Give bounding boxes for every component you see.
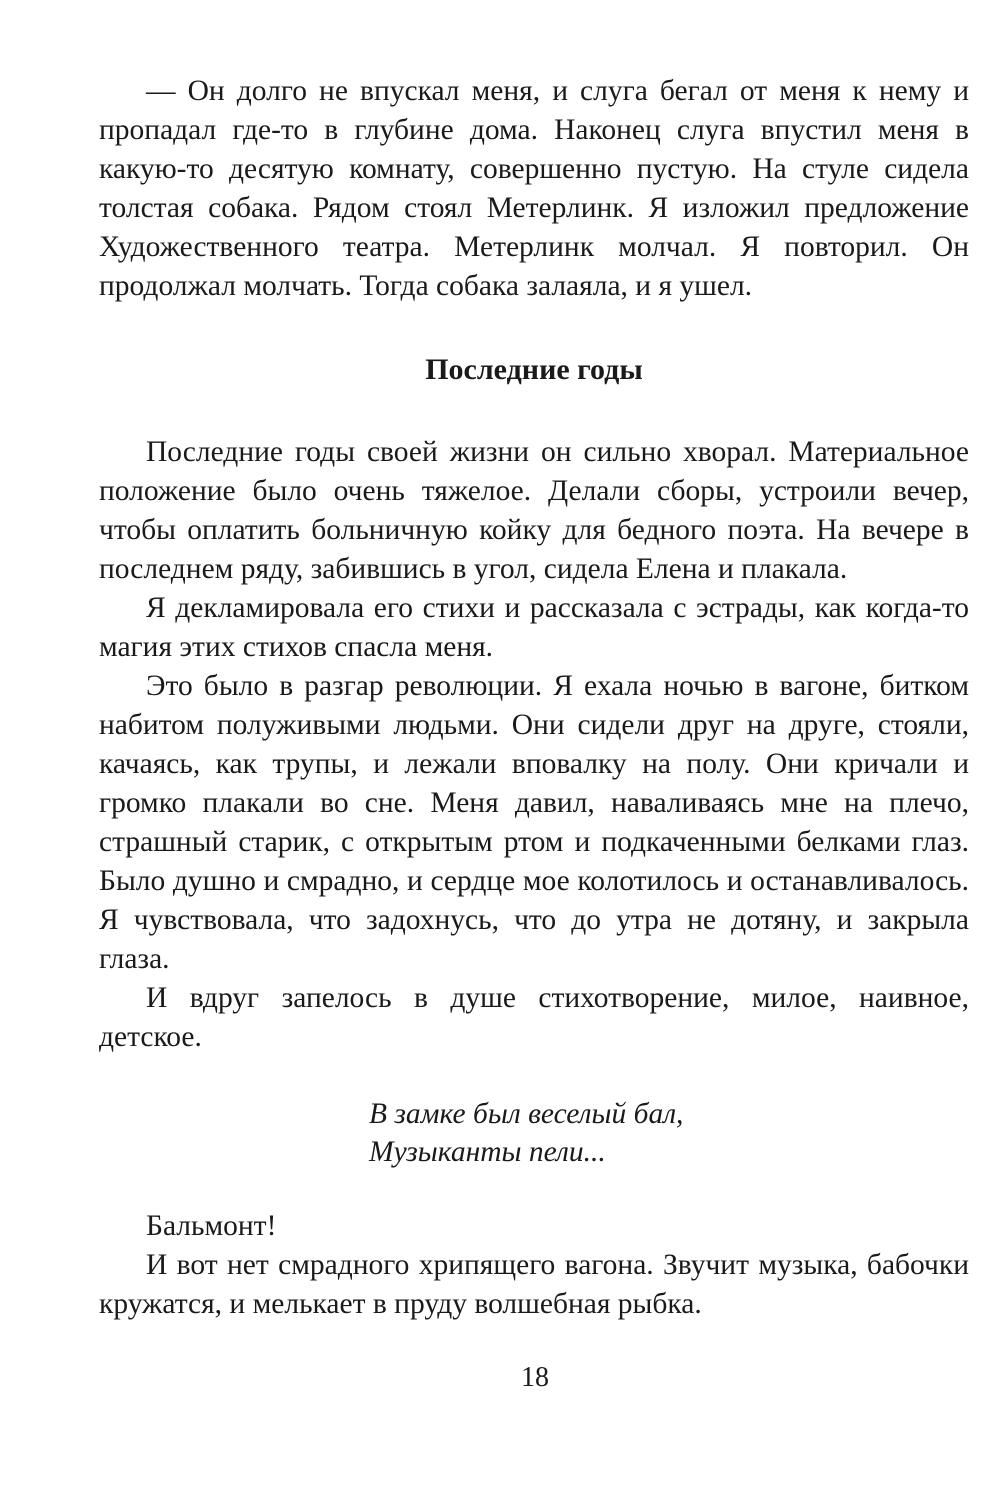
paragraph: Я декламировала его стихи и рассказала с эстрады, как когда-то магия этих стихов спасла меня.	[99, 592, 969, 663]
section-heading: Последние годы	[425, 353, 643, 386]
paragraph: И вот нет смрадного хрипящего вагона. Звучит музыка, бабочки кружатся, и мелькает в пруду волшебная рыбка.	[99, 1249, 969, 1320]
verse-quote	[369, 1095, 969, 1171]
paragraph: Это было в разгар революции. Я ехала ночью в вагоне, битком набитом полуживыми людьми. Они сидели друг на друге, стояли, качаясь, как трупы, и лежали вповалку на полу. Они кричали и громко плакали во сне. Меня давил, наваливаясь мне на плечо, страшный старик, с открытым ртом и подкаченными белками глаз. Было душно и смрадно, и сердце мое колотилось и останавливалось. Я чувствовала, что задохнусь, что до утра не дотяну, и закрыла глаза.	[99, 670, 969, 975]
paragraph: — Он долго не впускал меня, и слуга бегал от меня к нему и пропадал где-то в глубине дома. Наконец слуга впустил меня в какую-то десятую комнату, совершенно пустую. На стуле сидела толстая собака. Рядом стоял Метерлинк. Я изложил предложение Художественного театра. Метерлинк молчал. Я повторил. Он продолжал молчать. Тогда собака залаяла, и я ушел.	[99, 75, 969, 302]
paragraph: Последние годы своей жизни он сильно хворал. Материальное положение было очень тяжелое. Делали сборы, устроили вечер, чтобы оплатить больничную койку для бедного поэта. На вечере в последнем ряду, забившись в угол, сидела Елена и плакала.	[99, 436, 969, 585]
verse-line: В замке был веселый бал,	[369, 1098, 684, 1130]
page-number: 18	[521, 1362, 549, 1393]
paragraph: Бальмонт!	[146, 1210, 277, 1242]
page-body	[99, 72, 969, 1324]
paragraph: И вдруг запелось в душе стихотворение, милое, наивное, детское.	[99, 982, 969, 1053]
verse-line: Музыканты пели...	[369, 1136, 606, 1168]
